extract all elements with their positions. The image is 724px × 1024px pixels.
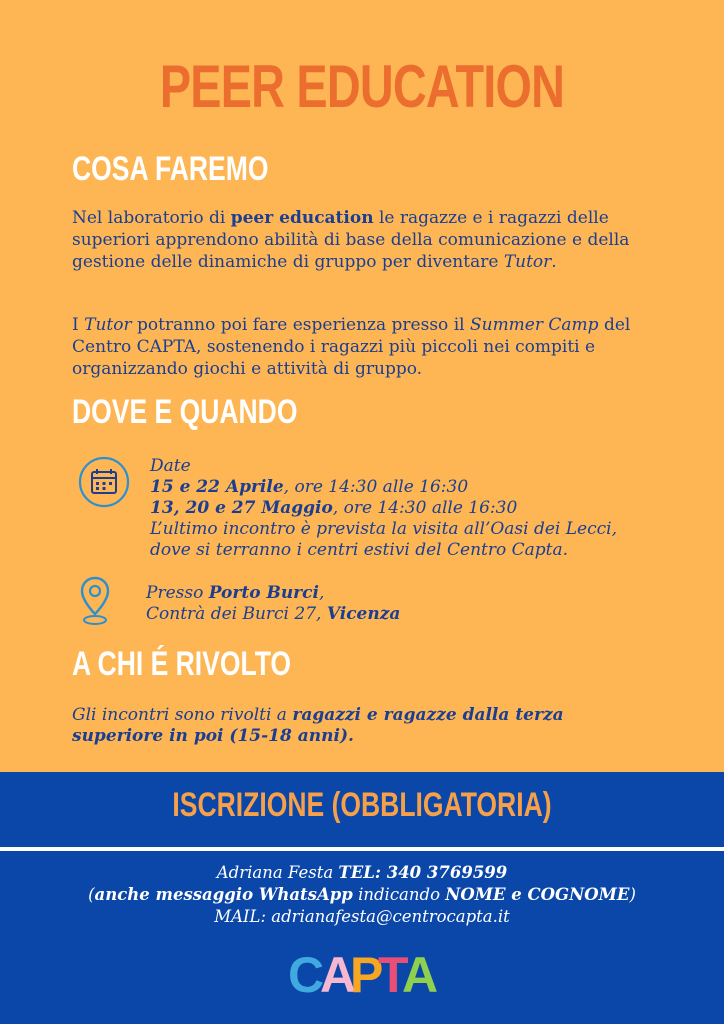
note-line-1: L’ultimo incontro è prevista la visita all’Oasi dei Lecci, [150, 519, 618, 539]
logo-letter-a2: A [402, 947, 438, 1002]
text: indicando [352, 885, 446, 904]
capta-logo-graphic [286, 946, 438, 1002]
section-heading-dove-e-quando: DOVE E QUANDO [72, 393, 298, 431]
page-title: PEER EDUCATION [159, 53, 565, 120]
logo-letter-a: A [320, 947, 357, 1002]
phone-number[interactable]: TEL: 340 3769599 [338, 863, 508, 882]
contact-line-2 [0, 884, 724, 906]
text: ) [629, 885, 636, 904]
text: le ragazze e i ragazzi delle superiori apprendono abilità di base della comunicazione e della gestione delle dinamiche di gruppo per diventare [72, 208, 630, 272]
text: Contrà dei Burci 27, [146, 604, 327, 624]
logo-letter-c: C [288, 947, 325, 1002]
contact-mail[interactable]: MAIL: adrianafesta@centrocapta.it [214, 907, 510, 926]
section-heading-cosa-faremo: COSA FAREMO [72, 150, 269, 188]
date-may-bold: 13, 20 e 27 Maggio [150, 498, 333, 518]
venue-bold: Porto Burci [208, 583, 319, 603]
time: , ore 14:30 alle 16:30 [332, 498, 518, 518]
text: Presso [146, 583, 209, 603]
contact-info [0, 862, 724, 928]
date-line-may [150, 498, 710, 519]
capta-logo [286, 946, 438, 1006]
text: Gli incontri sono rivolti a [72, 705, 293, 725]
contact-name: Adriana Festa [216, 863, 339, 882]
section-heading-a-chi-e-rivolto: A CHI É RIVOLTO [72, 645, 292, 683]
date-april-bold: 15 e 22 Aprile [150, 477, 284, 497]
time: , ore 14:30 alle 16:30 [283, 477, 469, 497]
text: potranno poi fare esperienza presso il [131, 315, 470, 335]
logo-letter-t: T [378, 947, 409, 1002]
place-line-2 [146, 604, 646, 625]
divider [0, 847, 724, 851]
text: . [551, 252, 557, 272]
summer-camp-italic: Summer Camp [469, 315, 599, 335]
note-line-2: dove si terranno i centri estivi del Centro Capta. [150, 540, 569, 560]
paragraph-lab-description [72, 207, 672, 273]
text: ( [88, 885, 95, 904]
logo-letter-p: P [350, 947, 384, 1002]
place-block [146, 583, 646, 625]
contact-line-1 [0, 862, 724, 884]
text: del Centro CAPTA, sostenendo i ragazzi più piccoli nei compiti e organizzando giochi e attività di gruppo. [72, 315, 631, 379]
city-bold: Vicenza [326, 604, 401, 624]
registration-title: ISCRIZIONE (OBBLIGATORIA) [172, 786, 552, 824]
paragraph-tutor [72, 314, 672, 380]
target-audience-text [72, 705, 632, 747]
tutor-italic: Tutor [503, 252, 552, 272]
audience-bold: ragazzi e ragazze dalla terza superiore in poi (15-18 anni). [72, 705, 564, 746]
date-line-april [150, 477, 710, 498]
dates-label: Date [150, 456, 191, 476]
highlight-peer-education: peer education [230, 208, 374, 228]
place-line-1 [146, 583, 646, 604]
names-required: NOME e COGNOME [445, 885, 630, 904]
tutor-italic: Tutor [84, 315, 132, 335]
dates-block [150, 456, 710, 561]
text: , [318, 583, 325, 603]
text: I [72, 315, 85, 335]
text: Nel laboratorio di [72, 208, 231, 228]
location-pin-icon [80, 576, 110, 632]
whatsapp-note: anche messaggio WhatsApp [94, 885, 353, 904]
calendar-icon [78, 456, 130, 512]
